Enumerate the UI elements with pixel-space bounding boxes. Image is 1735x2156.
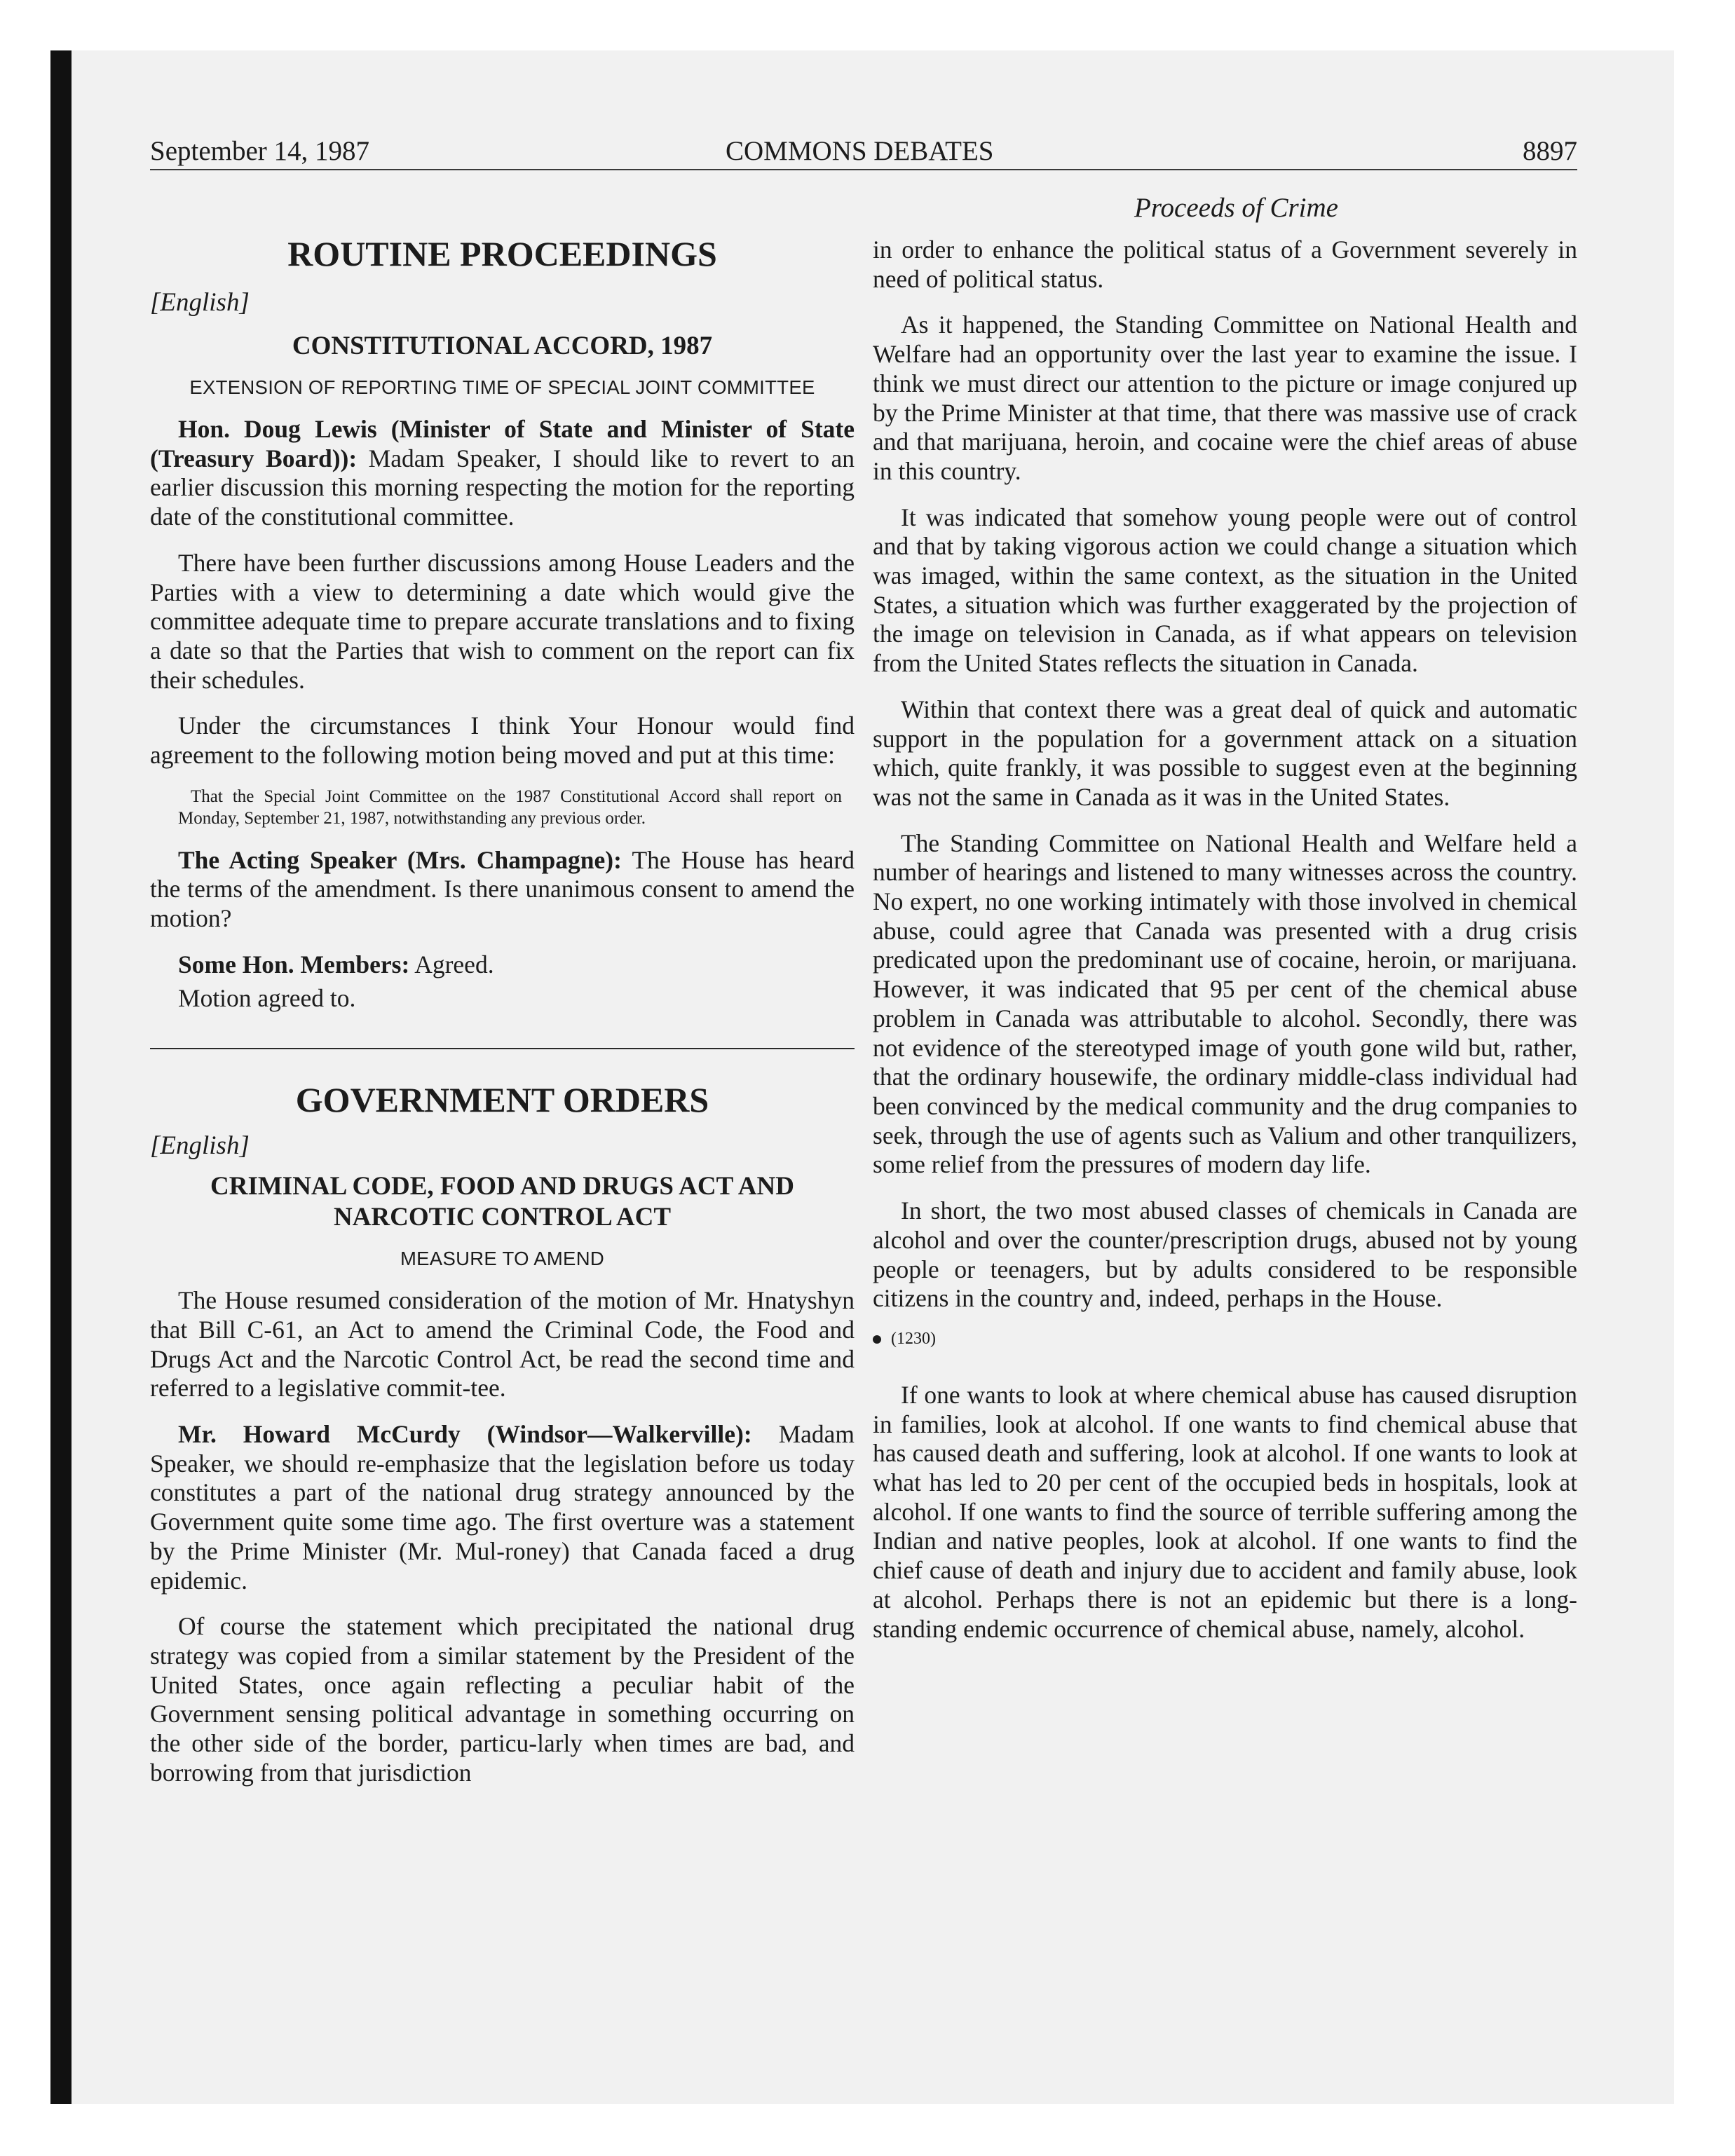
paragraph: in order to enhance the political status of a Government severely in need of political status. xyxy=(873,236,1577,293)
speaker-members: Some Hon. Members: xyxy=(178,950,410,978)
left-column xyxy=(150,210,855,1788)
speech-text: The House has heard the terms of the amendment. Is there unanimous consent to amend the motion? xyxy=(150,845,855,933)
speech-acting-speaker xyxy=(150,846,855,934)
speaker-mccurdy: Mr. Howard McCurdy (Windsor—Walkerville): xyxy=(178,1420,752,1449)
accord-title: CONSTITUTIONAL ACCORD, 1987 xyxy=(292,332,713,360)
running-subject: Proceeds of Crime xyxy=(1134,193,1338,223)
header-date: September 14, 1987 xyxy=(150,136,370,166)
paragraph: Of course the statement which precipitated the national drug strategy was copied from a similar statement by the President of the United States, once again reflecting a peculiar habit of the Government sensing political advantage in something occurring on the other side of the border, particu-larly when times are bad, and borrowing from that jurisdiction xyxy=(150,1612,855,1787)
bill-title-line-1: CRIMINAL CODE, FOOD AND DRUGS ACT AND xyxy=(210,1172,794,1201)
speech-mccurdy xyxy=(150,1420,855,1595)
speaker-lewis: Hon. Doug Lewis (Minister of State and Minister of State (Treasury Board)): xyxy=(150,415,855,472)
paragraph: The House resumed consideration of the motion of Mr. Hnatyshyn that Bill C-61, an Act to amend the Criminal Code, the Food and Drugs Act and the Narcotic Control Act, be read the second time and referred to a legislative commit-tee. xyxy=(150,1286,855,1403)
paragraph: The Standing Committee on National Health and Welfare held a number of hearings and listened to many witnesses across the country. No expert, no one working intimately with those involved in chemical abuse, could agree that Canada was presented with a drug crisis predicated upon the predominant use of cocaine, heroin, or marijuana. However, it was indicated that 95 per cent of the chemical abuse problem in Canada was attributable to alcohol. Secondly, there was not evidence of the stereotyped image of youth gone wild but, rather, that the ordinary housewife, the ordinary middle-class individual had been convinced by the medical community and the drug companies to seek, through the use of agents such as Valium and other tranquilizers, some relief from the pressures of modern day life. xyxy=(873,828,1577,1179)
right-column xyxy=(873,210,1577,1644)
language-tag: [English] xyxy=(150,288,250,317)
speech-text: Agreed. xyxy=(414,950,494,978)
paragraph: Under the circumstances I think Your Honour would find agreement to the following motion being moved and put at this time: xyxy=(150,711,855,770)
header-rule xyxy=(150,169,1577,170)
speech-lewis xyxy=(150,415,855,532)
paragraph: As it happened, the Standing Committee on National Health and Welfare had an opportunity over the last year to examine the issue. I think we must direct our attention to the picture or image conjured up by the Prime Minister at that time, that there was massive use of crack and that marijuana, heroin, and cocaine were the chief areas of abuse in this country. xyxy=(873,311,1577,485)
language-tag: [English] xyxy=(150,1131,250,1161)
time-marker: (1230) xyxy=(873,1328,1577,1350)
header-publication: COMMONS DEBATES xyxy=(726,136,994,166)
paragraph: Within that context there was a great deal of quick and automatic support in the population for a government attack on a situation which, quite frankly, it was possible to suggest even at the beginning was not the same in Canada as it was in the United States. xyxy=(873,695,1577,811)
section-title-government: GOVERNMENT ORDERS xyxy=(295,1080,709,1120)
paragraph: In short, the two most abused classes of chemicals in Canada are alcohol and over the counter/prescription drugs, abused not by young people or teenagers, but by adults considered to be responsible citizens in the country and, indeed, perhaps in the House. xyxy=(873,1196,1577,1313)
speech-members xyxy=(150,950,855,980)
scan-edge xyxy=(50,50,72,2104)
motion-agreed: Motion agreed to. xyxy=(178,983,356,1012)
subsection-heading: MEASURE TO AMEND xyxy=(400,1248,605,1270)
header-page-number: 8897 xyxy=(1523,136,1577,166)
section-title-routine: ROUTINE PROCEEDINGS xyxy=(287,234,717,273)
bullet-icon xyxy=(873,1335,881,1344)
speech-text: Madam Speaker, I should like to revert to an earlier discussion this morning respecting the motion for the reporting date of the constitutional committee. xyxy=(150,444,855,531)
paragraph: If one wants to look at where chemical abuse has caused disruption in families, look at alcohol. If one wants to find chemical abuse that has caused death and suffering, look at alcohol. If one wants to look at what has led to 20 per cent of the occupied beds in hospitals, look at alcohol. If one wants to find the source of terrible suffering among the Indian and native peoples, look at alcohol. If one wants to find the chief cause of death and injury due to accident and family abuse, look at alcohol. Perhaps there is not an epidemic but there is a long-standing endemic occurrence of chemical abuse, namely, alcohol. xyxy=(873,1380,1577,1643)
speaker-acting: The Acting Speaker (Mrs. Champagne): xyxy=(178,845,622,874)
motion-quote: That the Special Joint Committee on the 1987 Constitutional Accord shall report on Monday, September 21, 1987, notwithstanding any previous order. xyxy=(178,786,842,828)
bill-title-line-2: NARCOTIC CONTROL ACT xyxy=(333,1203,672,1232)
speech-text: Madam Speaker, we should re-emphasize that the legislation before us today constitutes a part of the national drug strategy announced by the Government quite some time ago. The first overture was a statement by the Prime Minister (Mr. Mul-roney) that Canada faced a drug epidemic. xyxy=(150,1420,855,1595)
subsection-heading: EXTENSION OF REPORTING TIME OF SPECIAL JOINT COMMITTEE xyxy=(189,376,815,398)
paragraph: There have been further discussions among House Leaders and the Parties with a view to determining a date which would give the committee adequate time to prepare accurate translations and to fixing a date so that the Parties that wish to comment on the report can fix their schedules. xyxy=(150,548,855,694)
paragraph: It was indicated that somehow young people were out of control and that by taking vigorous action we could change a situation which was imaged, within the same context, as the situation in the United States, a situation which was further exaggerated by the projection of the image on television in Canada, as if what appears on television from the United States reflects the situation in Canada. xyxy=(873,503,1577,678)
